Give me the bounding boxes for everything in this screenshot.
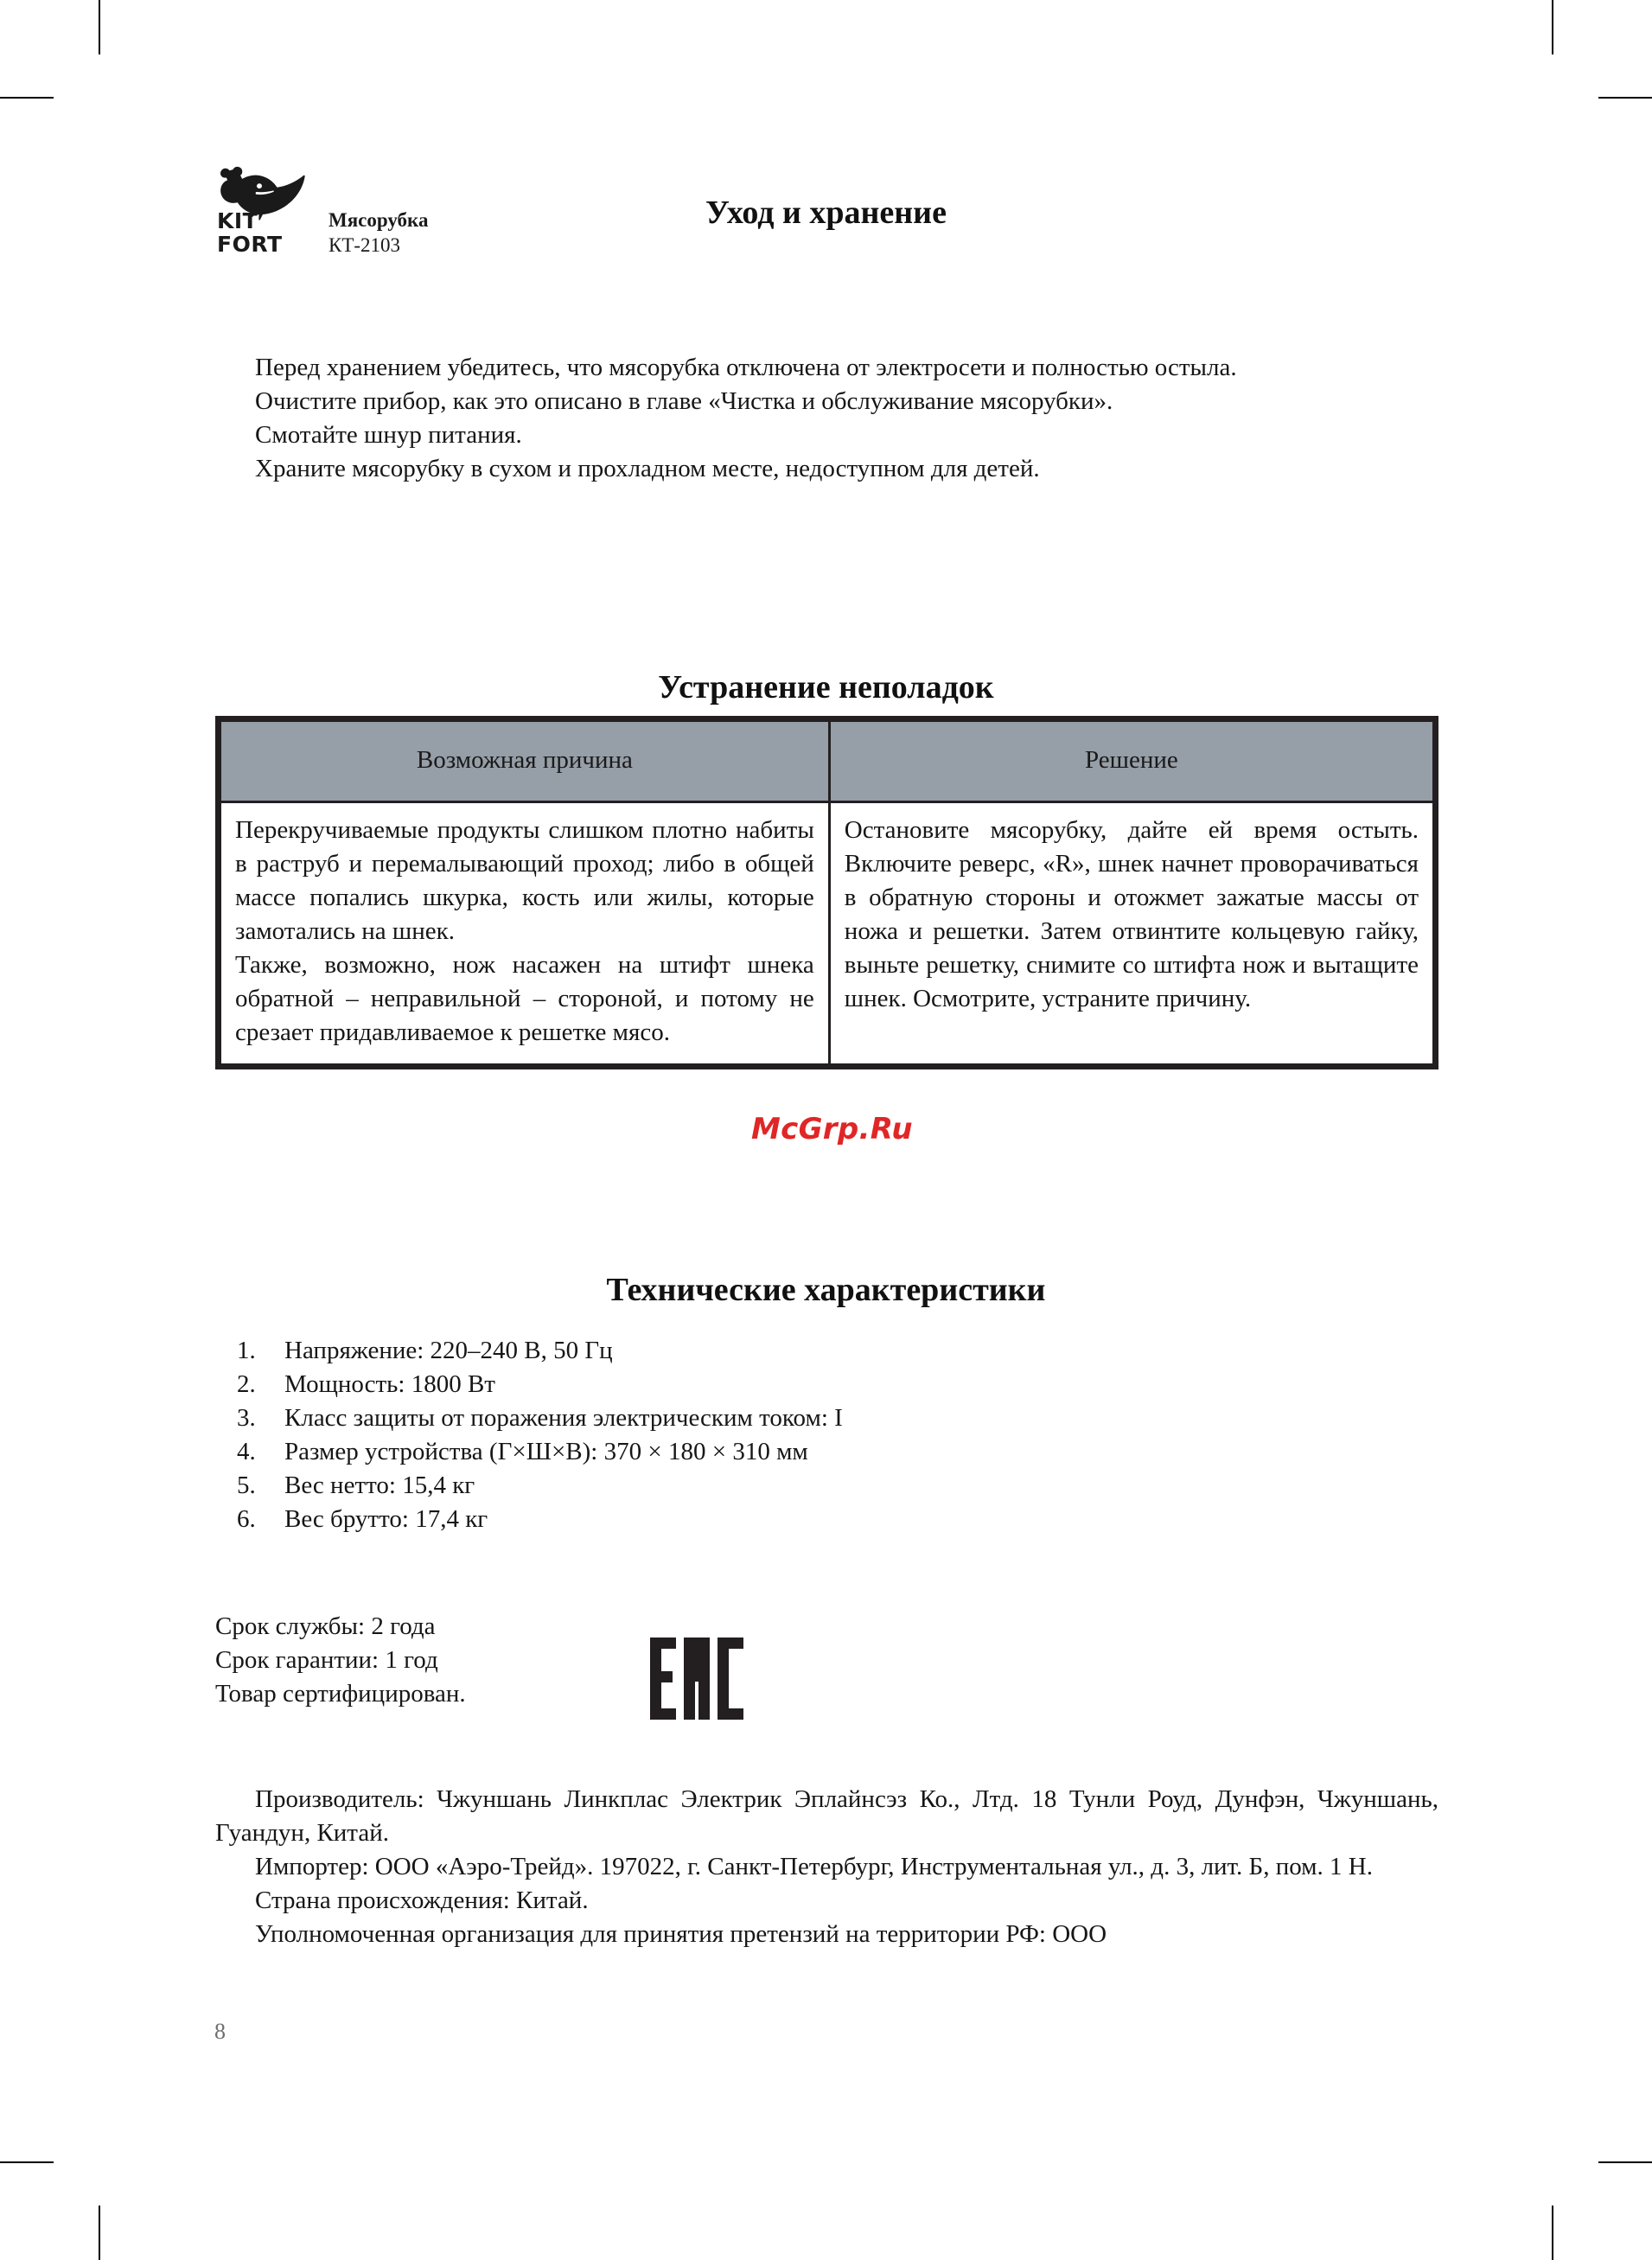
crop-mark-right-top [1598,97,1652,99]
troubleshooting-table-wrapper [215,716,1438,1069]
crop-mark-left-top [0,97,54,99]
list-item-number: 1. [237,1337,256,1364]
table-cell-solution [829,802,1433,1065]
care-paragraph-2: Очистите прибор, как это описано в главе «Чистка и обслуживание мясорубки». [255,387,1113,415]
table-cell-cause [220,802,830,1065]
watermark-mcgrp: McGrp.Ru [751,1112,913,1146]
care-paragraphs [215,351,1438,486]
brand-wordmark-line1: KIT [217,208,258,233]
table-column-header-cause: Возможная причина [220,721,830,802]
list-item-label: Вес брутто: 17,4 кг [284,1505,488,1533]
page-number: 8 [214,2019,226,2044]
brand-wordmark-line2: FORT [217,232,283,257]
list-item-number: 5. [237,1472,256,1499]
list-item-label: Вес нетто: 15,4 кг [284,1472,475,1499]
list-item [215,1368,1438,1401]
country-of-origin-paragraph: Страна происхождения: Китай. [255,1887,589,1914]
section-title-troubleshooting: Устранение неполадок [658,669,994,705]
warranty-period-text: Срок гарантии: 1 год [215,1646,438,1674]
eac-conformity-mark-icon [650,1638,743,1720]
list-item-number: 6. [237,1505,256,1533]
crop-mark-bottom-right [1552,2206,1553,2260]
cause-paragraph-1: Перекручиваемые продукты слишком плотно набиты в раструб и перемалывающий проход; либо в общей массе попались шкурка, кость или жилы, которые замотались на шнек. [235,816,814,945]
section-title-care: Уход и хранение [705,195,947,231]
list-item [215,1435,1438,1469]
service-life-text: Срок службы: 2 года [215,1612,436,1640]
care-paragraph-4: Храните мясорубку в сухом и прохладном месте, недоступном для детей. [255,455,1040,482]
certified-text: Товар сертифицирован. [215,1680,466,1708]
list-item-label: Мощность: 1800 Вт [284,1370,495,1398]
crop-mark-right-bottom [1598,2161,1652,2163]
list-item-number: 4. [237,1438,256,1465]
cause-paragraph-2: Также, возможно, нож насажен на штифт шнека обратной – неправильной – стороной, и потому не срезает придавливаемое к решетке мясо. [235,951,814,1046]
product-model: КТ-2103 [328,234,401,256]
table-column-header-solution: Решение [829,721,1433,802]
warranty-block [215,1610,587,1711]
specifications-list [215,1334,1438,1536]
list-item-label: Размер устройства (Г×Ш×В): 370 × 180 × 310 мм [284,1438,808,1465]
list-item-label: Класс защиты от поражения электрическим током: I [284,1404,843,1432]
list-item [215,1334,1438,1368]
crop-mark-bottom-left [99,2206,100,2260]
list-item [215,1401,1438,1435]
crop-mark-top-left [99,0,100,54]
list-item [215,1469,1438,1503]
list-item-number: 3. [237,1404,256,1432]
list-item-label: Напряжение: 220–240 В, 50 Гц [284,1337,613,1364]
list-item [215,1503,1438,1536]
troubleshooting-table [219,719,1435,1066]
care-paragraph-1: Перед хранением убедитесь, что мясорубка отключена от электросети и полностью остыла. [255,354,1237,381]
table-row [220,802,1434,1065]
footer-information [215,1783,1438,1951]
table-header-row [220,721,1434,802]
product-type: Мясорубка [328,209,429,231]
list-item-number: 2. [237,1370,256,1398]
authorized-organization-paragraph: Уполномоченная организация для принятия претензий на территории РФ: ООО [255,1920,1107,1948]
solution-paragraph-1: Остановите мясорубку, дайте ей время остыть. Включите реверс, «R», шнек начнет проворачиваться в обратную стороны и отожмет зажатые массы от ножа и решетки. Затем отвинтите кольцевую гайку, выньте решетку, снимите со штифта нож и вытащите шнек. Осмотрите, устраните причину. [844,816,1419,1012]
manufacturer-paragraph: Производитель: Чжуншань Линкплас Электрик Эплайнсэз Ко., Лтд. 18 Тунли Роуд, Дунфэн, Чжуншань, Гуандун, Китай. [215,1785,1438,1847]
care-paragraph-3: Смотайте шнур питания. [255,421,522,449]
crop-mark-top-right [1552,0,1553,54]
section-title-specifications: Технические характеристики [606,1272,1046,1308]
importer-paragraph: Импортер: ООО «Аэро-Трейд». 197022, г. Санкт-Петербург, Инструментальная ул., д. 3, лит. Б, пом. 1 Н. [255,1853,1373,1880]
crop-mark-left-bottom [0,2161,54,2163]
